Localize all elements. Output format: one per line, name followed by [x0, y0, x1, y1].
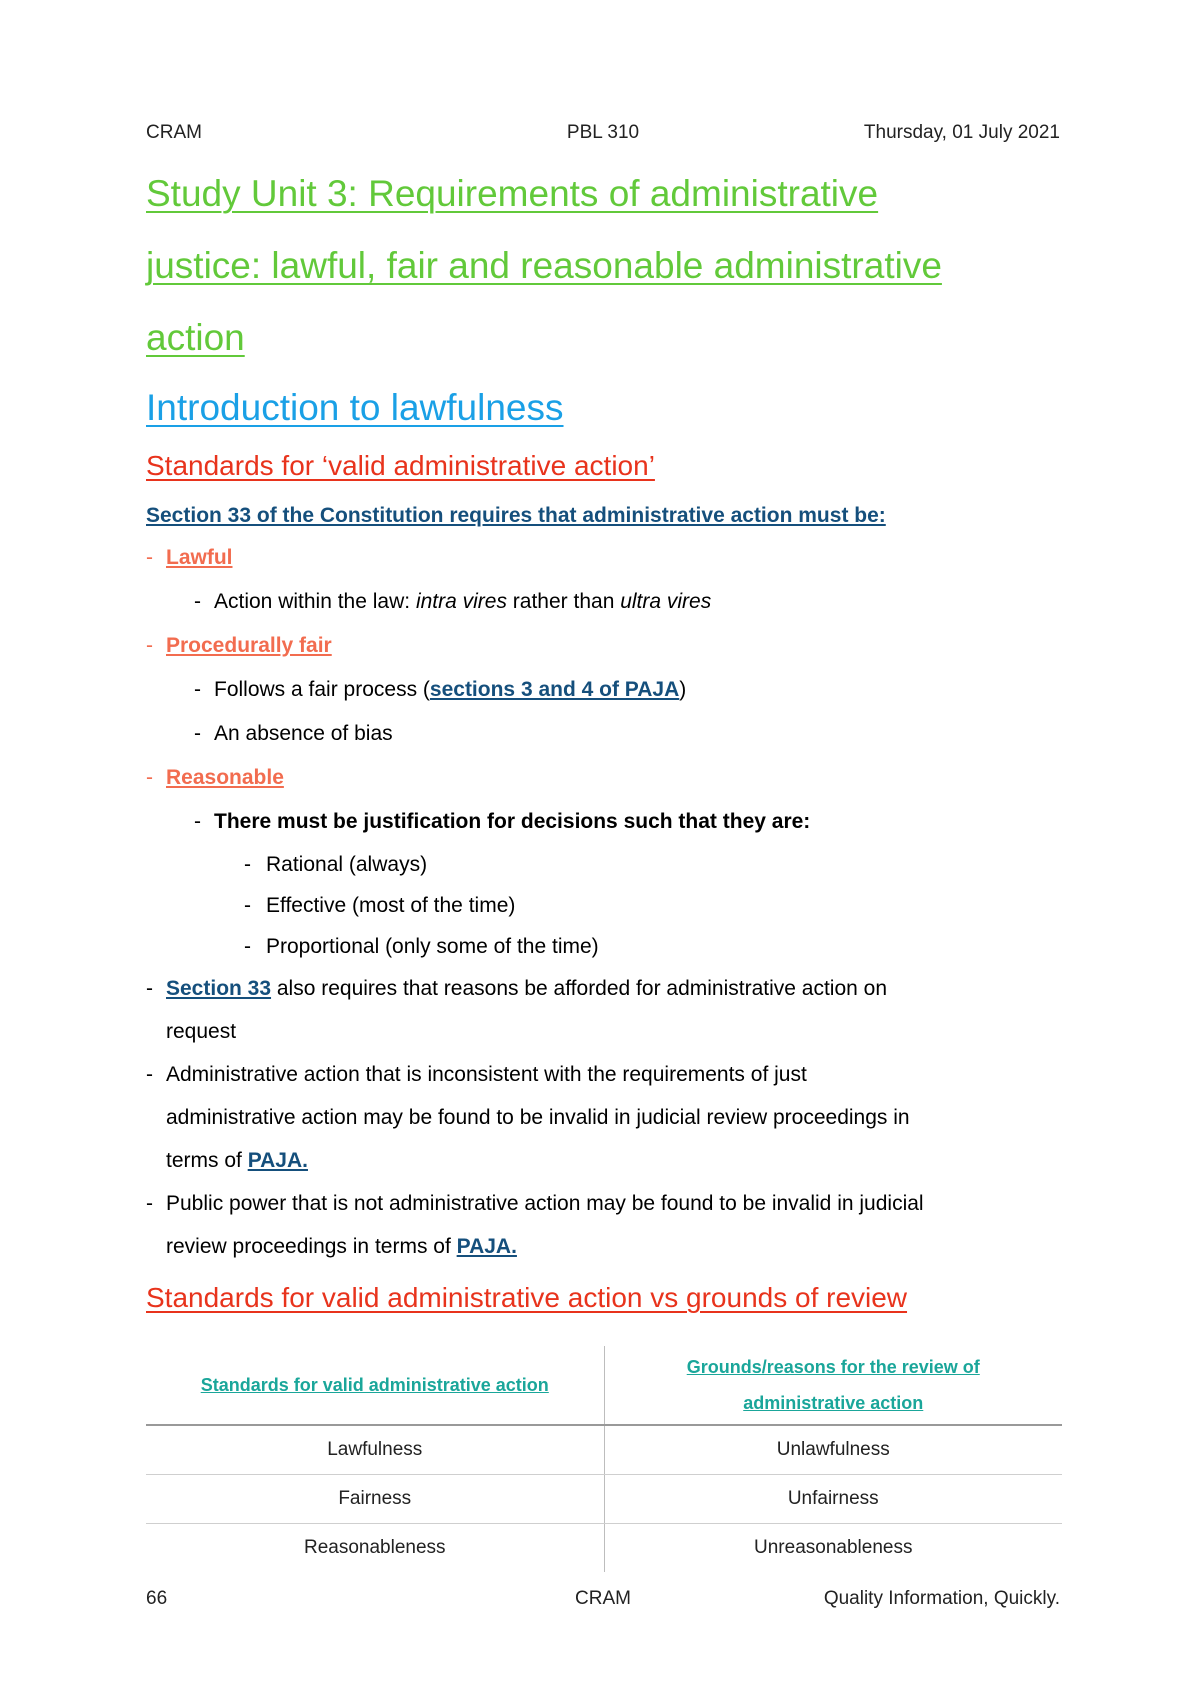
- title-line-2: justice: lawful, fair and reasonable administrative: [146, 245, 942, 286]
- bias-text: An absence of bias: [214, 722, 393, 745]
- section-heading: Introduction to lawfulness: [146, 387, 564, 428]
- bullet-dash: -: [244, 894, 251, 917]
- para-section-33: [146, 967, 1062, 1053]
- rational-text: Rational (always): [266, 853, 428, 876]
- page-content: [146, 158, 1062, 1326]
- fair-label[interactable]: Procedurally fair: [166, 634, 332, 657]
- bullet-dash: -: [194, 590, 201, 613]
- bullet-dash: -: [146, 766, 153, 789]
- title-line-3: action: [146, 317, 245, 358]
- lawful-detail-text: Action within the law:: [214, 590, 416, 613]
- list-item-effective: [146, 885, 1062, 926]
- proportional-text: Proportional (only some of the time): [266, 935, 599, 958]
- bullet-dash: -: [194, 810, 201, 833]
- header-left: CRAM: [146, 122, 202, 143]
- fair-process-close: ): [679, 678, 687, 701]
- list-item-fair-process: [146, 668, 1062, 712]
- title-line-1: Study Unit 3: Requirements of administrative: [146, 173, 879, 214]
- bullet-dash: -: [146, 1063, 153, 1086]
- inconsistent-line-3: terms of: [166, 1149, 248, 1172]
- page-title: [146, 158, 1062, 374]
- intro-text[interactable]: Section 33 of the Constitution requires that administrative action must be:: [146, 504, 886, 527]
- page-header: [146, 122, 1060, 146]
- fair-process-text: Follows a fair process (: [214, 678, 430, 701]
- bullet-dash: -: [244, 853, 251, 876]
- reasonable-label[interactable]: Reasonable: [166, 766, 284, 789]
- paja-sections-link[interactable]: sections 3 and 4 of PAJA: [429, 678, 680, 701]
- table-heading: Standards for valid administrative action vs grounds of review: [146, 1282, 908, 1313]
- table-row: [146, 1524, 1062, 1573]
- table-row: [146, 1425, 1062, 1475]
- bullet-dash: -: [146, 546, 153, 569]
- bullet-dash: -: [244, 935, 251, 958]
- lawful-detail-mid: rather than: [506, 590, 621, 613]
- list-item-reasonable: [146, 756, 1062, 800]
- list-item-lawful: [146, 536, 1062, 580]
- column-header-grounds-line-2: administrative action: [743, 1393, 924, 1413]
- list-item-proportional: [146, 926, 1062, 967]
- section-33-text-cont: request: [166, 1020, 237, 1043]
- lawful-label[interactable]: Lawful: [166, 546, 233, 569]
- list-item-justification: [146, 800, 1062, 844]
- bullet-dash: -: [194, 722, 201, 745]
- intra-vires-term: intra vires: [415, 590, 507, 613]
- table-cell: Unlawfulness: [604, 1425, 1062, 1475]
- sub-heading: Standards for ‘valid administrative action’: [146, 450, 655, 481]
- para-public-power: [146, 1182, 1062, 1268]
- footer-center: CRAM: [575, 1588, 631, 1609]
- para-inconsistent: [146, 1053, 1062, 1182]
- public-power-line-1: Public power that is not administrative action may be found to be invalid in judicial: [166, 1192, 924, 1215]
- justification-text: There must be justification for decisions such that they are:: [214, 810, 811, 833]
- column-header-standards[interactable]: [146, 1346, 604, 1425]
- table-cell: Unfairness: [604, 1475, 1062, 1524]
- public-power-line-2: review proceedings in terms of: [166, 1235, 457, 1258]
- ultra-vires-term: ultra vires: [620, 590, 712, 613]
- section-33-text: also requires that reasons be afforded for administrative action on: [271, 977, 888, 1000]
- bullet-dash: -: [146, 634, 153, 657]
- standards-table: [146, 1346, 1062, 1572]
- paja-link[interactable]: PAJA.: [456, 1235, 517, 1258]
- table-row: [146, 1475, 1062, 1524]
- section-33-link[interactable]: Section 33: [166, 977, 272, 1000]
- table-cell: Lawfulness: [146, 1425, 604, 1475]
- effective-text: Effective (most of the time): [266, 894, 516, 917]
- list-item-fair: [146, 624, 1062, 668]
- list-item-lawful-detail: [146, 580, 1062, 624]
- list-item-rational: [146, 844, 1062, 885]
- table-header-row: [146, 1346, 1062, 1425]
- page-number: 66: [146, 1588, 168, 1609]
- bullet-dash: -: [146, 1192, 153, 1215]
- inconsistent-line-1: Administrative action that is inconsistent with the requirements of just: [166, 1063, 807, 1086]
- column-header-grounds-line-1: Grounds/reasons for the review of: [686, 1357, 980, 1377]
- inconsistent-line-2: administrative action may be found to be invalid in judicial review proceedings in: [166, 1106, 910, 1129]
- header-center: PBL 310: [566, 122, 640, 143]
- table-cell: Reasonableness: [146, 1524, 604, 1573]
- bullet-dash: -: [194, 678, 201, 701]
- table-cell: Fairness: [146, 1475, 604, 1524]
- column-header-grounds[interactable]: [604, 1346, 1062, 1425]
- header-date: Thursday, 01 July 2021: [863, 122, 1060, 143]
- page-footer: [146, 1588, 1060, 1612]
- paja-link[interactable]: PAJA.: [247, 1149, 308, 1172]
- bullet-dash: -: [146, 977, 153, 1000]
- list-item-bias: [146, 712, 1062, 756]
- column-header-standards-label: Standards for valid administrative action: [200, 1375, 549, 1395]
- footer-tagline: Quality Information, Quickly.: [823, 1588, 1060, 1609]
- table-cell: Unreasonableness: [754, 1537, 913, 1558]
